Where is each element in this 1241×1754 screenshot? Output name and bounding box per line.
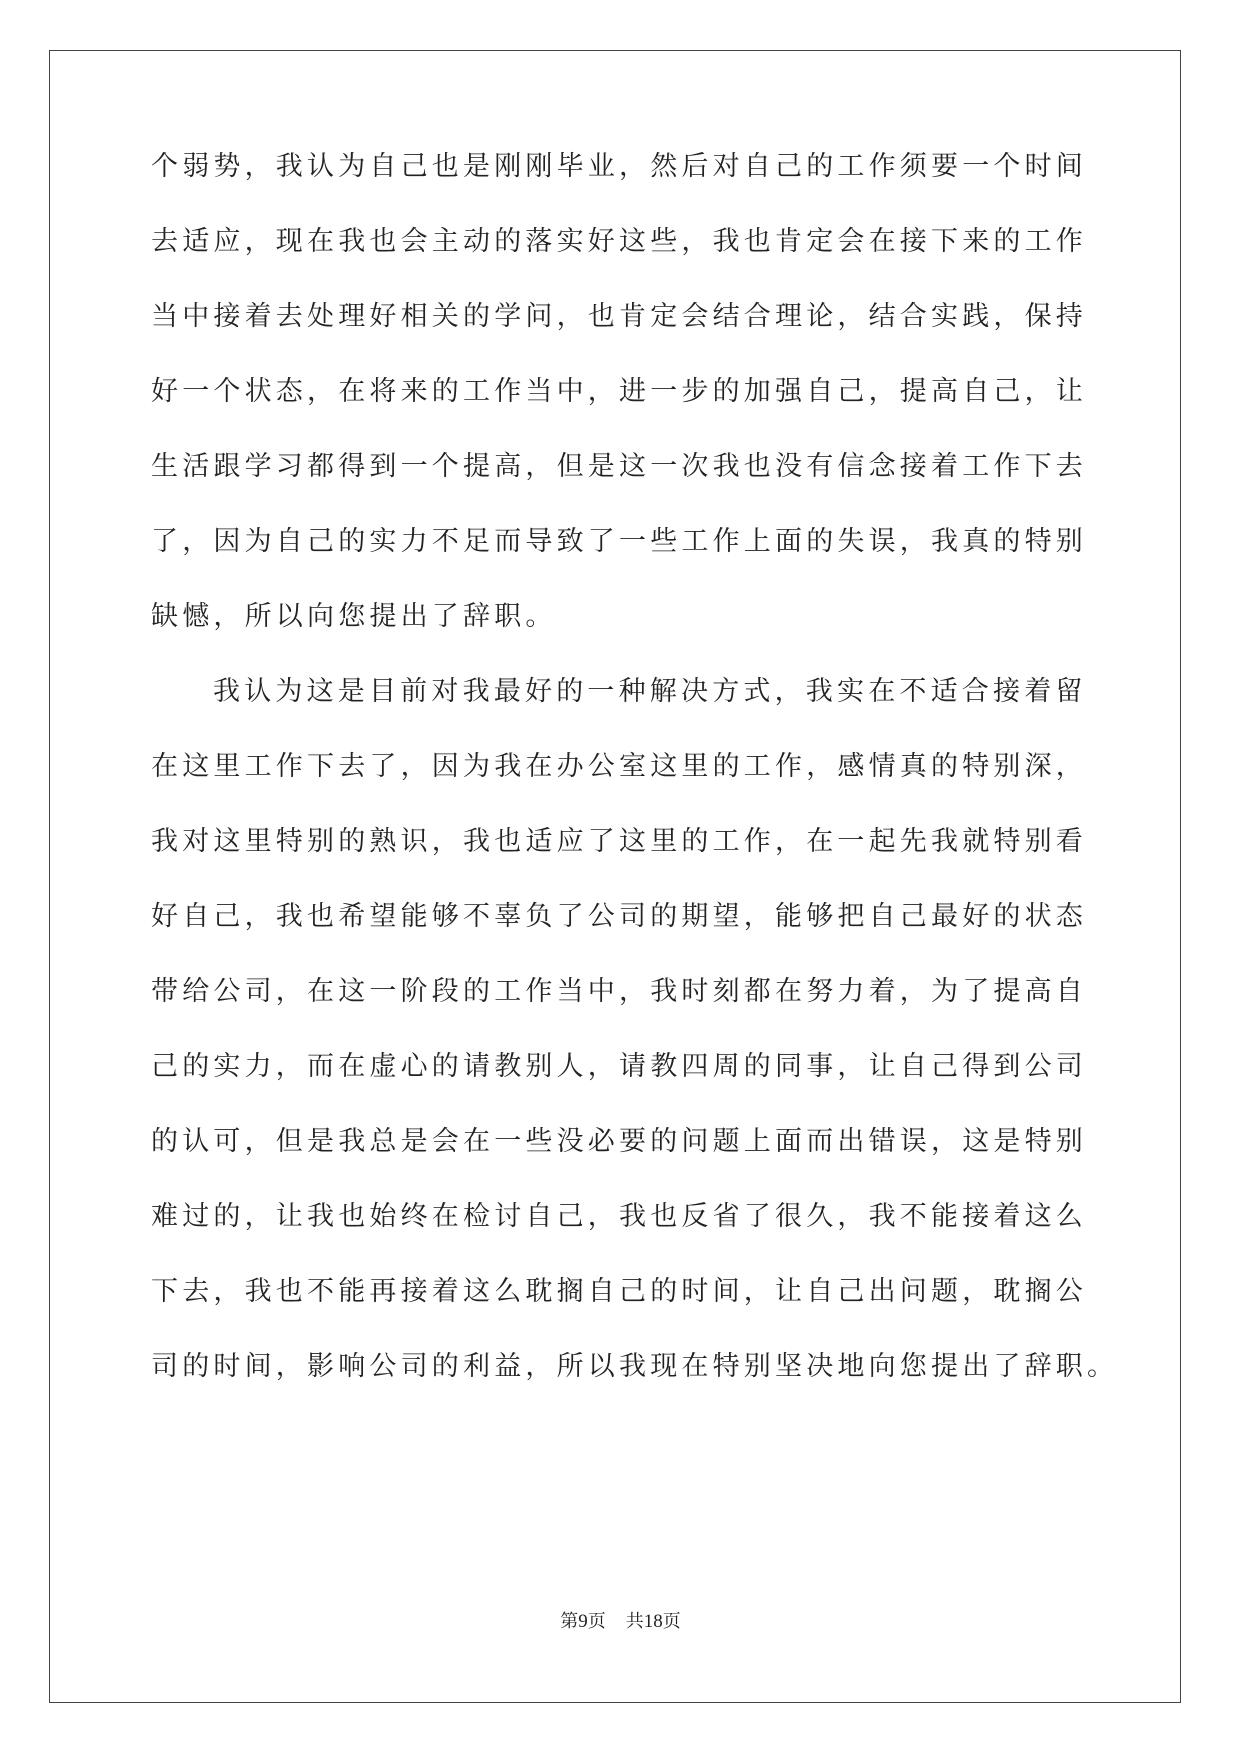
text-line: 下去，我也不能再接着这么耽搁自己的时间，让自己出问题，耽搁公 [151,1276,1087,1307]
total-pages: 18 [643,1611,663,1632]
text-line: 生活跟学习都得到一个提高，但是这一次我也没有信念接着工作下去 [151,451,1087,482]
text-line: 己的实力，而在虚心的请教别人，请教四周的同事，让自己得到公司 [151,1051,1087,1082]
text-line: 难过的，让我也始终在检讨自己，我也反省了很久，我不能接着这么 [151,1201,1087,1232]
text-line: 我对这里特别的熟识，我也适应了这里的工作，在一起先我就特别看 [151,826,1087,857]
text-line: 了，因为自己的实力不足而导致了一些工作上面的失误，我真的特别 [151,526,1087,557]
text-line: 缺憾，所以向您提出了辞职。 [151,601,557,632]
page-prefix: 第 [560,1611,579,1632]
page-footer [0,1611,1241,1633]
paragraph-first-line: 我认为这是目前对我最好的一种解决方式，我实在不适合接着留 [213,676,1087,707]
total-prefix: 共 [625,1611,644,1632]
text-line: 带给公司，在这一阶段的工作当中，我时刻都在努力着，为了提高自 [151,976,1087,1007]
text-line: 的认可，但是我总是会在一些没必要的问题上面而出错误，这是特别 [151,1126,1087,1157]
page-suffix: 页 [587,1611,606,1632]
text-line: 去适应，现在我也会主动的落实好这些，我也肯定会在接下来的工作 [151,226,1087,257]
text-line: 在这里工作下去了，因为我在办公室这里的工作，感情真的特别深， [151,751,1087,782]
page-number: 9 [578,1611,588,1632]
text-line: 当中接着去处理好相关的学问，也肯定会结合理论，结合实践，保持 [151,301,1087,332]
total-suffix: 页 [662,1611,681,1632]
text-line: 个弱势，我认为自己也是刚刚毕业，然后对自己的工作须要一个时间 [151,151,1087,182]
text-line: 好一个状态，在将来的工作当中，进一步的加强自己，提高自己，让 [151,376,1087,407]
text-line: 好自己，我也希望能够不辜负了公司的期望，能够把自己最好的状态 [151,901,1087,932]
page-border [49,50,1181,1703]
text-line: 司的时间，影响公司的利益，所以我现在特别坚决地向您提出了辞职。 [151,1351,1119,1382]
